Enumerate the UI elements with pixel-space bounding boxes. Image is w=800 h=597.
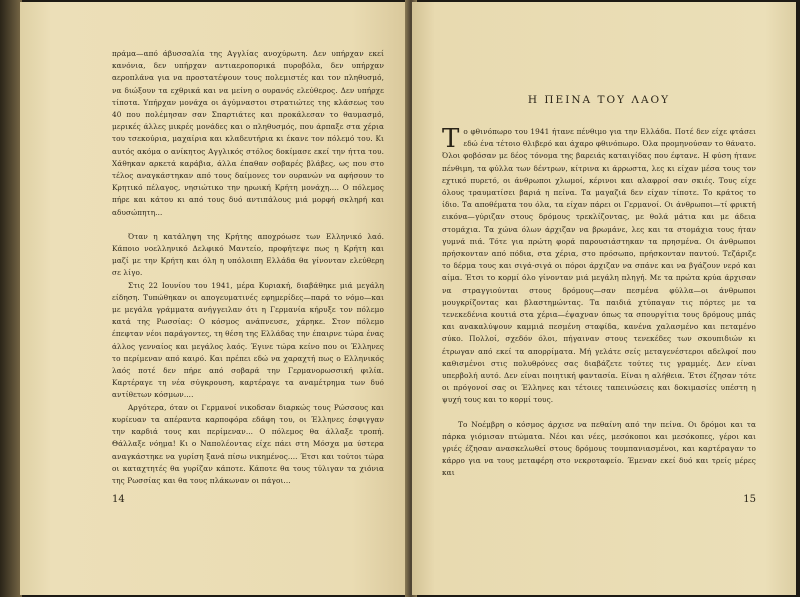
page-number-left: 14 bbox=[112, 494, 125, 505]
page-number-right: 15 bbox=[743, 494, 756, 505]
left-paragraph-2: Όταν η κατάληψη της Κρήτης αποχρόωσε των Ελληνικό λαό. Κάποιο νοελληνικό Δελφικό Μαντείο, προφήτεψε πως η Κρήτη και μαζί με την Κρήτη και όλη η υπόλοιπη Ελλάδα θα γίνονταν ελεύθερη σε λίγο. bbox=[112, 231, 384, 278]
chapter-title: Η ΠΕΙΝΑ ΤΟΥ ΛΑΟΥ bbox=[527, 94, 671, 106]
right-paragraph-2: Το Νοέμβρη ο κόσμος άρχισε να πεθαίνη από την πείνα. Οι δρόμοι και τα πάρκα γιόμισαν πτώματα. Νέοι και νέες, μεσόκοποι και μεσόκοπες, γέροι και γριές έζησαν ανασκελωθεί στους δρόμους τουμπανιασμένοι, και καρτέραγαν το κάρρο για να τους μεταφέρη στο νεκροταφείο. Έμεναν εκεί δυό και τρείς μέρες και bbox=[442, 419, 756, 478]
right-paragraph-1: ο φθινόπωρο του 1941 ήτανε πένθιμο για την Ελλάδα. Ποτέ δεν είχε φτάσει εδώ ένα τέτοιο θλιβερό και άχαρο φθινόπωρο. Όλα προμηνούσαν το θάνατο. Όλοι φοβόσαν με δέος τόνομα της βαρειάς καταιγίδας που έφτανε. Η φύση ήτανε πένθιμη, τα φύλλα των δέντρων, κίτρινα κι άρρωστα, λες κι είχαν μέσα τους τον εχτικό πυρετό, οι άνθρωποι χλωμοί, κέρινοι και αλαφροί σαν σκιές. Τους είχε όλους τραυματίσει βαριά η πείνα. Τα μαγαζιά δεν είχαν τίποτε. Το κράτος το ίδιο. Τα αποθέματα του όλα, τα είχαν πάρει οι Γερμανοί. Οι άνθρωποι—τί φρικτή εικόνα—γύριζαν στους δρόμους τρεκλίζοντας, με θολά μάτια και με άδεια στομάχια. Τα χώνα όλων άρχιζαν να βρωμάνε, λες και τα στομάχια τους ήταν γυμνά πιά. Τότε για πρώτη φορά παρουσιάστηκαν τα πρησμένα. Οι άνθρωποι πρήσκονταν από πόδια, στα χέρια, στο πρόσωπο, πρήσκονταν παντού. Τεζάριζε το δέρμα τους και σιγά-σιγά οι πόροι άρχιζαν να σπάνε και να βγάζουν νερό και αίμα. Έτσι το κορμί όλο γίνονταν μιά μεγάλη πληγή. Με τα πρώτα κρύα άρχισαν να στραγγιούνται στους δρόμους—σαν πεσμένα φύλλα—οι άνθρωποι μουγκρίζοντας και βλαστημώντας. Τα παιδιά χτύπαγαν τις πόρτες με τα τενεκεδένια κουτιά στα χέρια—έψαχναν όπως τα σπουργίτια τους δρόμους μπάς και ανακαλύψουν καμμιά πεσμένη σταφίδα, κανένα χαλασμένο και πεταμένο σύκο. Πολλοί, σχεδόν όλοι, πήγαιναν στους τενεκέδες των σκουπιδιών κι έτρωγαν από εκεί τα απορρίματα. Μή γελάτε σείς μεταγενέστεροι αδελφοί που καθισμένοι στις πολυθρόνες σας διαβάζετε τούτες τις γραμμές. Δεν είναι υπερβολή αυτό. Δεν είναι ποιητική φαντασία. Είναι η αλήθεια. Έτσι έζησαν τότε οι πρόγονοί σας οι Έλληνες και τέτοιες ταπεινώσεις και δοκιμασίες υπέστη η ψυχή τους και το κορμί τους. bbox=[442, 127, 756, 405]
left-paragraph-3: Στις 22 Ιουνίου του 1941, μέρα Κυριακή, διαβάθηκε μιά μεγάλη είδηση. Τυπώθηκαν οι απογευματινές εφημερίδες—παρά το νόμο—και με μεγάλα γράμματα ανήγγειλαν ότι η Γερμανία κήρυξε τον πόλεμο κατά της Ρωσσίας: Ο κόσμος ανάπνευσε, χάρηκε. Στον πόλεμο έπεφταν νέοι παράγοντες, τη θέση της Ελλάδας την έπαιρνε τώρα ένας άλλος γενναίος και μεγάλος λαός. Έγινε τώρα κείνο που οι Έλληνες το περίμεναν από καιρό. Και πρέπει εδώ να χαραχτή πως ο Ελληνικός λαός ποτέ δεν πήρε από σοβαρά την Γερμανορωσσική φιλία. Καρτέραγε τη νέα σύγκρουση, καρτέραγε τα αναμέτρημα των δυό αντίθετων κόσμων.... bbox=[112, 280, 384, 400]
opening-paragraph bbox=[442, 126, 756, 407]
left-paragraph-4: Αργότερα, όταν οι Γερμανοί νικοδσαν διαρκώς τους Ρώσσους και κυρίευαν τα απέραντα καρποφόρα εδάφη του, οι Έλληνες έσφιγγαν την καρδιά τους και περίμεναν... Ο πόλεμος θα άλλαξε τροπή. Θάλλαξε νόημα! Κι ο Ναπολέοντας είχε πάει στη Μόσχα μα ύστερα αναγκάστηκε να γυρίση ξανά πίσω νικημένος.... Έτσι και τούτοι τώρα οι καταχτητές θα γυρίζαν κάποτε. Κάποτε θα τους τύλιγαν τα χιόνια της Ρωσσίας και θα τους πλάκωναν οι πάγοι... bbox=[112, 402, 384, 485]
right-page bbox=[412, 2, 796, 595]
left-page bbox=[20, 2, 410, 595]
book-edge bbox=[0, 0, 22, 597]
left-paragraph-1: πράμα—από άβυσσαλία της Αγγλίας ανοχύρωτη. Δεν υπήρχαν εκεί κανόνια, δεν υπήρχαν αντιαεροπορικά πυροβόλα, δεν υπήρχαν αεροπλάνα για να προστατέψουν τους πολεμιστές και τον πληθυσμό, να διώξουν τα εχθρικά και να μείνη ο ουρανός ελεύθερος. Δεν υπήρχε τίποτα. Υπήρχαν μονάχα οι άγύμναστοι στρατιώτες της κλάσεως του 40 που πολέμησαν σαν Σπαρτιάτες και προκάλεσαν το θαυμασμό, μερικές άλλες μικρές μονάδες και ο πληθυσμός, που άρπαξε στα χέρια του τσεκούρια, μαχαίρια και κλαδευτήρια κι έκανε τον πόλεμό του. Κι αυτός ακόμα ο ανίκητος Αγγλικός στόλος δοκίμασε εκεί την ήττα του. Χάθηκαν αρκετά καράβια, άλλα έπαθαν σοβαρές βλάβες, ως που στο τέλος αναγκάστηκαν από τους δαίμονες τον ουρανών να αφήσουν το Κρητικό πέλαγος, νησιώτικο την ηρωική Κρήτη μονάχη.... Ο πόλεμος πήρε και κάτου κι από τους δυό αντιπάλους μιά μορφή σκληρή και αδυσώπητη... bbox=[112, 49, 384, 217]
drop-cap: Τ bbox=[442, 124, 460, 154]
